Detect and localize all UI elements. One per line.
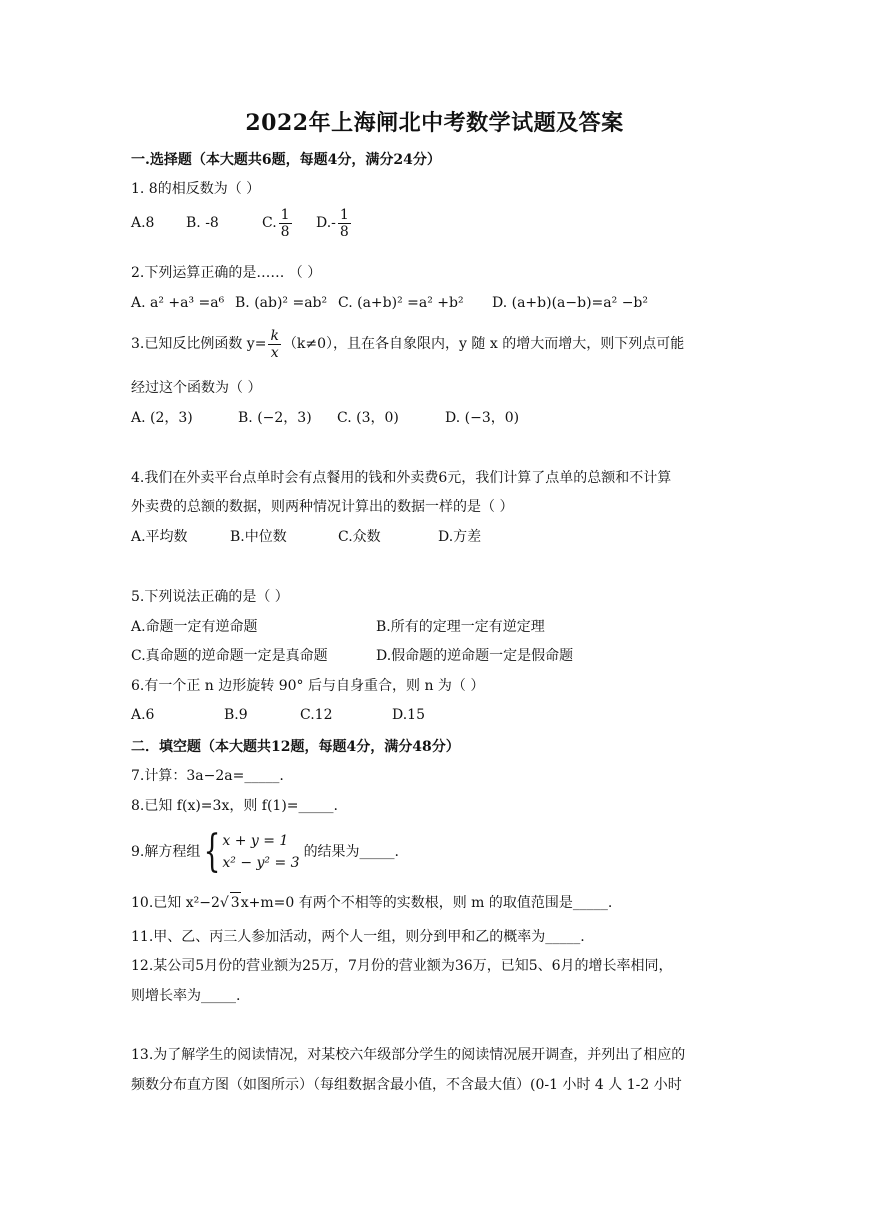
q9-suffix: 的结果为_____. xyxy=(303,844,400,860)
question-2-stem: 2.下列运算正确的是…… （ ） xyxy=(131,265,322,281)
q1-option-c-label: C. xyxy=(262,215,277,231)
question-12: 12.某公司5月份的营业额为25万，7月份的营业额为36万，已知5、6月的增长率相同， xyxy=(131,958,673,974)
q1-option-b: B. -8 xyxy=(186,215,219,231)
q1-option-a: A.8 xyxy=(131,215,155,231)
q1-option-d xyxy=(316,205,353,241)
question-6-stem: 6.有一个正 n 边形旋转 90° 后与自身重合，则 n 为（ ） xyxy=(131,678,485,694)
question-3-stem xyxy=(131,326,684,362)
section-heading-choice: 一.选择题（本大题共6题，每题4分，满分24分） xyxy=(131,152,441,168)
q3-denominator: x xyxy=(270,344,279,361)
q2-option-c: C. (a+b)² =a² +b² xyxy=(338,295,464,311)
q4-option-d: D.方差 xyxy=(438,529,482,545)
q6-option-a: A.6 xyxy=(131,707,155,723)
q3-fraction xyxy=(268,328,280,361)
q5-option-c: C.真命题的逆命题一定是真命题 xyxy=(131,648,328,664)
q5-option-a: A.命题一定有逆命题 xyxy=(131,619,258,635)
q4-option-a: A.平均数 xyxy=(131,529,188,545)
q9-equation-1: x + y = 1 xyxy=(222,833,289,849)
q6-option-c: C.12 xyxy=(300,707,333,723)
q1-option-d-label: D.- xyxy=(316,215,336,231)
q9-equation-system xyxy=(222,830,299,874)
q10-suffix: x+m=0 有两个不相等的实数根，则 m 的取值范围是_____. xyxy=(240,895,613,911)
page-title: 2022年上海闸北中考数学试题及答案 xyxy=(245,110,624,136)
q4-option-c: C.众数 xyxy=(338,529,381,545)
question-1-stem: 1. 8的相反数为（ ） xyxy=(131,181,261,197)
q10-prefix: 10.已知 x²−2 xyxy=(131,895,220,911)
q9-equation-2: x² − y² = 3 xyxy=(222,855,300,871)
question-5-stem: 5.下列说法正确的是（ ） xyxy=(131,589,289,605)
q1-option-c-fraction xyxy=(279,207,292,240)
q6-option-d: D.15 xyxy=(392,707,425,723)
q3-option-b: B. (−2，3) xyxy=(238,410,312,426)
question-3-stem-line2: 经过这个函数为（ ） xyxy=(131,380,262,396)
question-13-line2: 频数分布直方图（如图所示）（每组数据含最小值，不含最大值）(0-1 小时 4 人 1-2 小时 xyxy=(131,1077,682,1093)
section-heading-fill: 二．填空题（本大题共12题，每题4分，满分48分） xyxy=(131,739,460,755)
q1-c-denominator: 8 xyxy=(280,223,290,240)
q3-option-c: C. (3，0) xyxy=(337,410,399,426)
q6-option-b: B.9 xyxy=(224,707,248,723)
q1-d-numerator: 1 xyxy=(339,206,349,223)
sqrt-symbol: √ xyxy=(219,895,229,911)
q3-stem-start: 3.已知反比例函数 y= xyxy=(131,336,267,352)
question-4-stem: 4.我们在外卖平台点单时会有点餐用的钱和外卖费6元，我们计算了点单的总额和不计算 xyxy=(131,470,672,486)
q4-option-b: B.中位数 xyxy=(230,529,287,545)
q2-option-a: A. a² +a³ =a⁶ xyxy=(131,295,225,311)
q3-numerator: k xyxy=(270,327,279,344)
brace-symbol: { xyxy=(203,826,221,877)
q3-option-d: D. (−3，0) xyxy=(445,410,520,426)
q5-option-d: D.假命题的逆命题一定是假命题 xyxy=(376,648,574,664)
q3-stem-end: （k≠0），且在各自象限内，y 随 x 的增大而增大，则下列点可能 xyxy=(282,336,685,352)
q2-option-b: B. (ab)² =ab² xyxy=(235,295,328,311)
question-8: 8.已知 f(x)=3x，则 f(1)=_____. xyxy=(131,798,338,814)
question-10 xyxy=(131,892,612,913)
q1-c-numerator: 1 xyxy=(280,206,290,223)
question-9 xyxy=(131,826,399,878)
q1-d-denominator: 8 xyxy=(339,223,349,240)
q1-option-d-fraction xyxy=(338,207,351,240)
q9-prefix: 9.解方程组 xyxy=(131,844,201,860)
question-11: 11.甲、乙、丙三人参加活动，两个人一组，则分到甲和乙的概率为_____. xyxy=(131,929,585,945)
question-7: 7.计算：3a−2a=_____. xyxy=(131,768,284,784)
q3-option-a: A. (2，3) xyxy=(131,410,193,426)
q1-option-c xyxy=(262,205,294,241)
q5-option-b: B.所有的定理一定有逆定理 xyxy=(376,619,545,635)
question-13: 13.为了解学生的阅读情况，对某校六年级部分学生的阅读情况展开调查，并列出了相应的 xyxy=(131,1047,686,1063)
question-12-line2: 则增长率为_____. xyxy=(131,988,241,1004)
q2-option-d: D. (a+b)(a−b)=a² −b² xyxy=(492,295,648,311)
q10-radicand: 3 xyxy=(230,892,241,913)
question-4-stem-line2: 外卖费的总额的数据，则两种情况计算出的数据一样的是（ ） xyxy=(131,499,514,515)
